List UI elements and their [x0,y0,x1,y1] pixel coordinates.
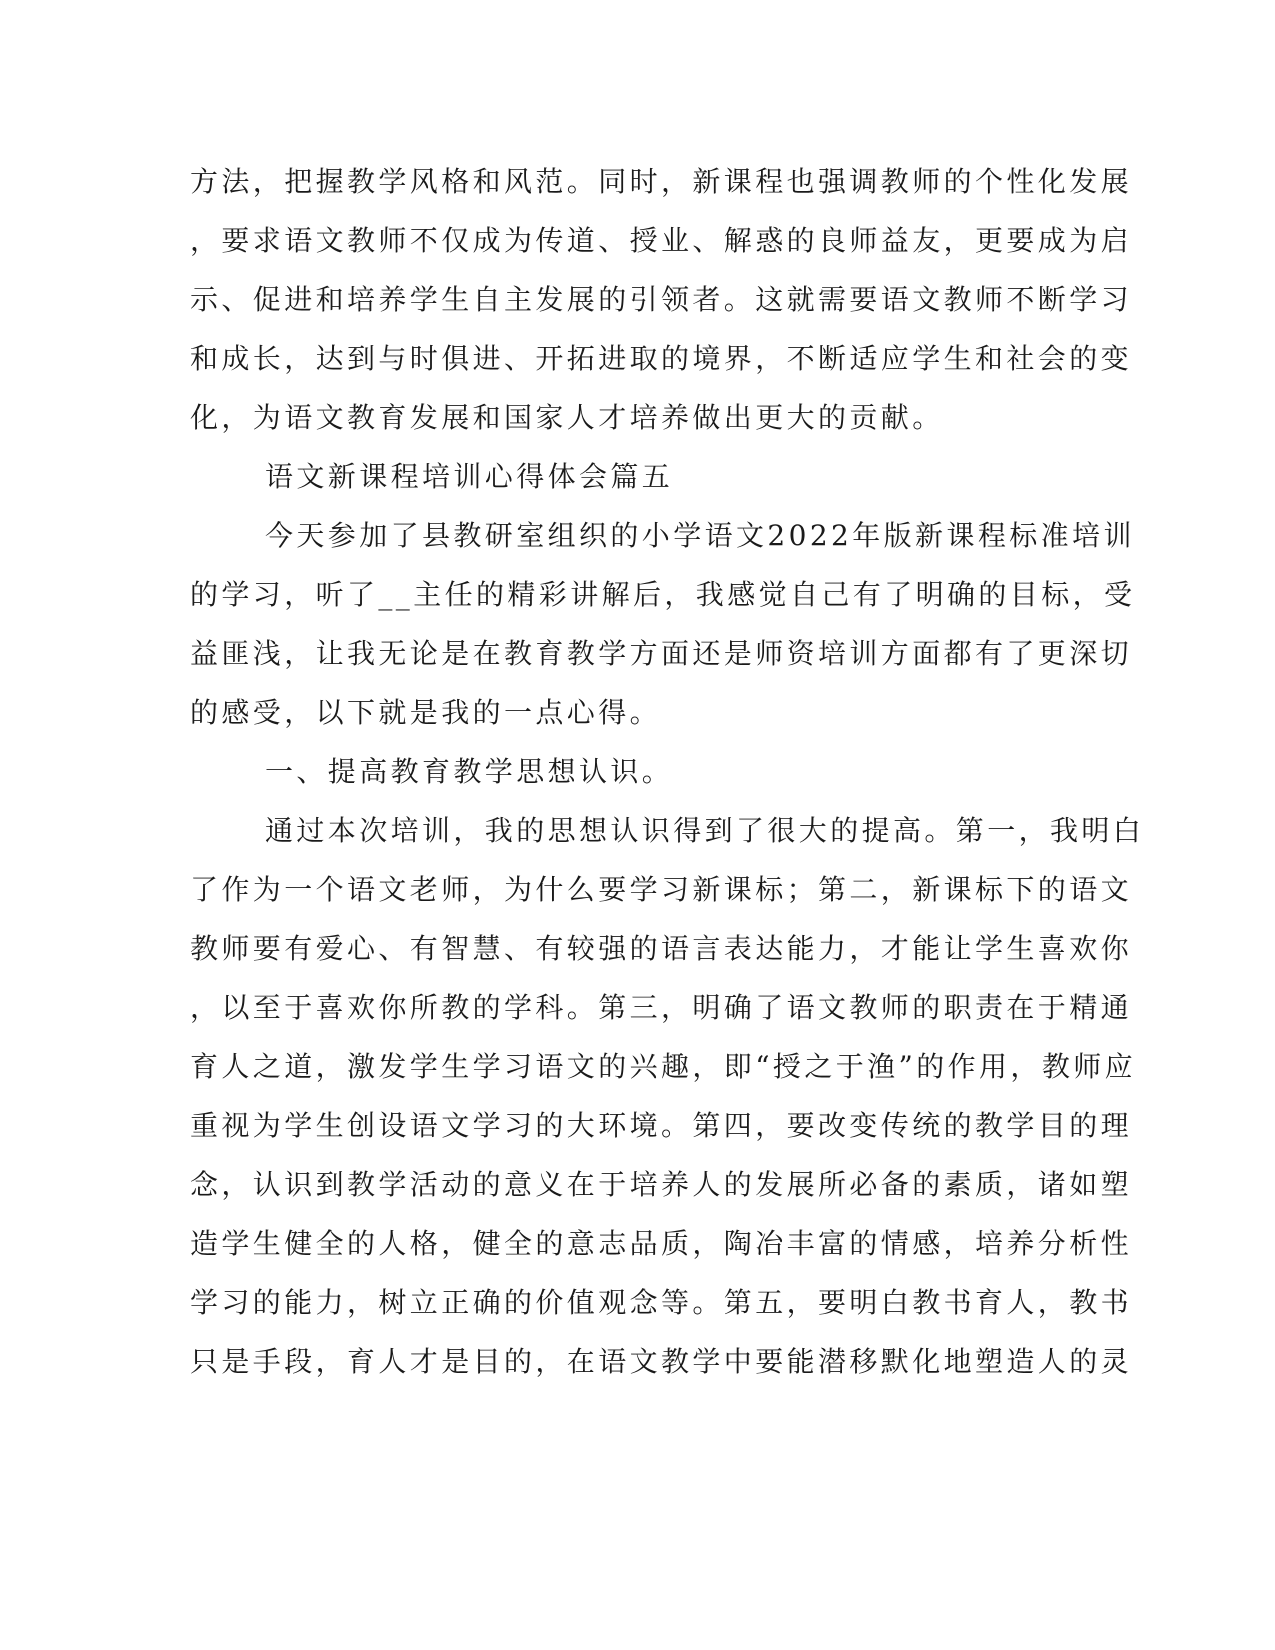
paragraph-line: 造学生健全的人格，健全的意志品质，陶冶丰富的情感，培养分析性 [190,1227,1133,1260]
paragraph-line: 重视为学生创设语文学习的大环境。第四，要改变传统的教学目的理 [190,1109,1133,1142]
paragraph-line: 育人之道，激发学生学习语文的兴趣，即“授之于渔”的作用，教师应 [190,1050,1137,1083]
paragraph-line: 了作为一个语文老师，为什么要学习新课标；第二，新课标下的语文 [190,873,1133,906]
paragraph-line: 念，认识到教学活动的意义在于培养人的发展所必备的素质，诸如塑 [190,1168,1133,1201]
paragraph-line: 益匪浅，让我无论是在教育教学方面还是师资培训方面都有了更深切 [190,637,1133,670]
paragraph-line: 只是手段，育人才是目的，在语文教学中要能潜移默化地塑造人的灵 [190,1345,1133,1378]
paragraph-line: 化，为语文教育发展和国家人才培养做出更大的贡献。 [190,401,944,434]
section-heading: 语文新课程培训心得体会篇五 [265,460,674,493]
paragraph-line: 今天参加了县教研室组织的小学语文2022年版新课程标准培训 [265,519,1135,552]
paragraph-line: 和成长，达到与时俱进、开拓进取的境界，不断适应学生和社会的变 [190,342,1133,375]
paragraph-line: 方法，把握教学风格和风范。同时，新课程也强调教师的个性化发展 [190,165,1133,198]
paragraph-line: ，要求语文教师不仅成为传道、授业、解惑的良师益友，更要成为启 [190,224,1133,257]
paragraph-line: 通过本次培训，我的思想认识得到了很大的提高。第一，我明白 [265,814,1145,847]
paragraph-line: 学习的能力，树立正确的价值观念等。第五，要明白教书育人，教书 [190,1286,1133,1319]
paragraph-line: 的感受，以下就是我的一点心得。 [190,696,662,729]
paragraph-line: 示、促进和培养学生自主发展的引领者。这就需要语文教师不断学习 [190,283,1133,316]
subsection-heading: 一、提高教育教学思想认识。 [265,755,674,788]
paragraph-line: 教师要有爱心、有智慧、有较强的语言表达能力，才能让学生喜欢你 [190,932,1133,965]
paragraph-line: ，以至于喜欢你所教的学科。第三，明确了语文教师的职责在于精通 [190,991,1133,1024]
paragraph-line: 的学习，听了__主任的精彩讲解后，我感觉自己有了明确的目标，受 [190,578,1136,611]
